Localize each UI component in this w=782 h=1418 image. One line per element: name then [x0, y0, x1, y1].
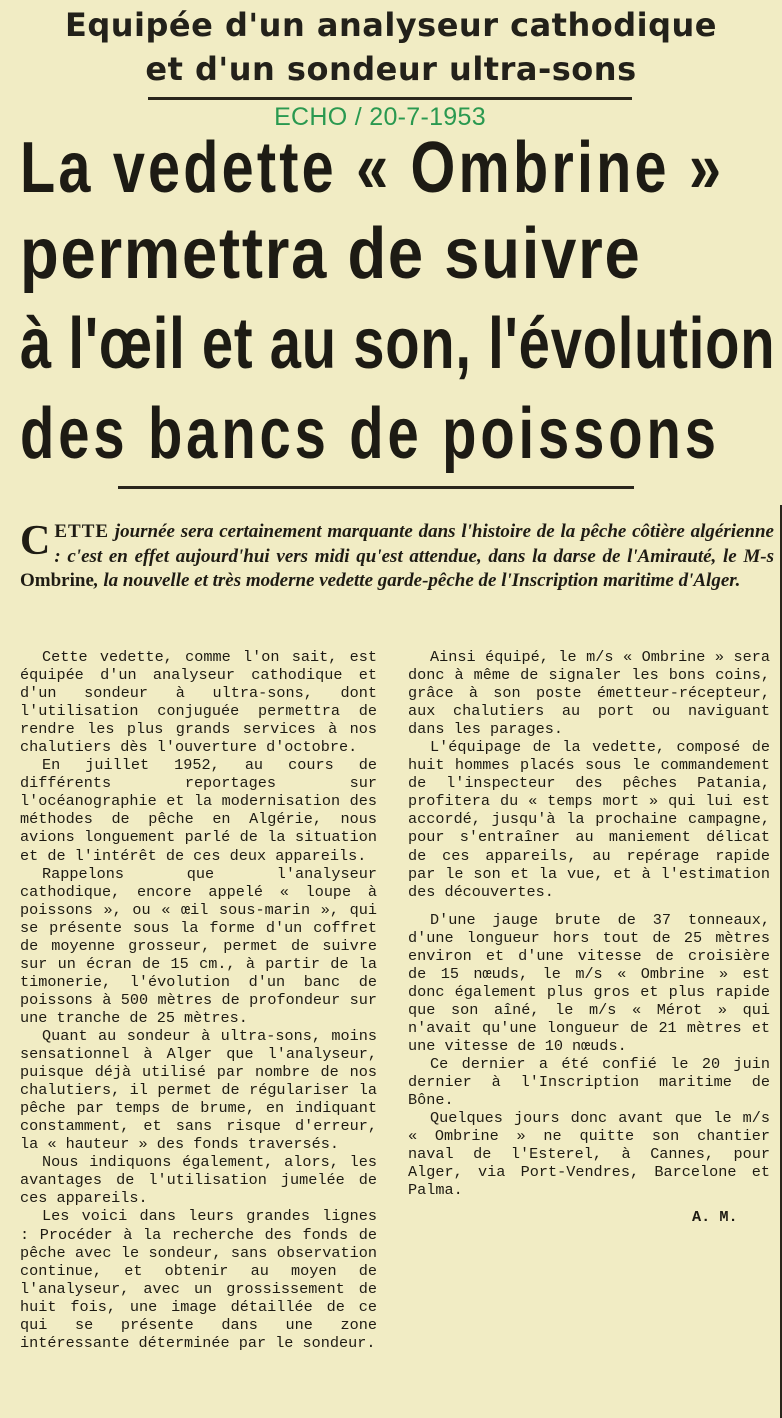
article-column-2	[408, 648, 770, 1199]
col2-paragraph-3: D'une jauge brute de 37 tonneaux, d'une longueur hors tout de 25 mètres environ et d'une vitesse de croisière de 15 nœuds, le m/s « Ombrine » est donc également plus gros et plus rapide que son aîné, le m/s « Mérot » qui n'avait qu'une longueur de 21 mètres et une vitesse de 10 nœuds.	[408, 910, 770, 1055]
col2-paragraph-4: Ce dernier a été confié le 20 juin dernier à l'Inscription maritime de Bône.	[408, 1055, 770, 1110]
col1-paragraph-6: Les voici dans leurs grandes lignes : Procéder à la recherche des fonds de pêche avec le sondeur, sans observation continue, et obtenir au moyen de l'analyseur, avec un grossissement de huit fois, une image détaillée de ce qui se présente dans une zone intéressante déterminée par le sondeur.	[20, 1207, 377, 1352]
headline-rule	[118, 486, 634, 489]
col2-paragraph-2: L'équipage de la vedette, composé de huit hommes placés sous le commandement de l'inspecteur des pêches Patania, profitera du « temps mort » qui lui est accordé, jusqu'à la prochaine campagne, pour s'entraîner au maniement délicat de ces appareils, au repérage rapide par le son et la vue, et à l'estimation des découvertes.	[408, 738, 770, 901]
lead-ship-name: Ombrine	[20, 570, 94, 591]
col1-paragraph-3: Rappelons que l'analyseur cathodique, encore appelé « loupe à poissons », ou « œil sous-marin », qui se présente sous la forme d'un coffret de moyenne grosseur, permet de suivre sur un écran de 15 cm., à partir de la timonerie, l'évolution d'un banc de poissons à 500 mètres de profondeur sur une tranche de 25 mètres.	[20, 864, 377, 1027]
col1-paragraph-4: Quant au sondeur à ultra-sons, moins sensationnel à Alger que l'analyseur, puisque déjà utilisé par nombre de nos chalutiers, il permet de régulariser la pêche par temps de brume, en indiquant constamment, et sans risque d'erreur, la « hauteur » des fonds traversés.	[20, 1026, 377, 1154]
drop-cap: C	[20, 518, 51, 564]
top-rule	[148, 97, 632, 100]
source-stamp: ECHO / 20-7-1953	[274, 103, 486, 131]
lead-paragraph	[20, 520, 774, 594]
overline-line-1: Equipée d'un analyseur cathodique	[64, 6, 717, 44]
headline-line-4: des bancs de poissons	[20, 394, 720, 474]
col2-paragraph-5: Quelques jours donc avant que le m/s « Ombrine » ne quitte son chantier naval de l'Esterel, à Cannes, pour Alger, via Port-Vendres, Barcelone et Palma.	[408, 1109, 770, 1200]
overline-line-2: et d'un sondeur ultra-sons	[145, 50, 637, 88]
lead-text-end: , la nouvelle et très moderne vedette garde-pêche de l'Inscription maritime d'Alger.	[93, 570, 741, 591]
article-column-1	[20, 648, 377, 1352]
lead-text: journée sera certainement marquante dans l'histoire de la pêche côtière algérienne : c'est en effet aujourd'hui vers midi qu'est attendue, dans la darse de l'Amirauté, le M-s	[54, 521, 774, 567]
headline-line-3: à l'œil et au son, l'évolution	[20, 304, 776, 384]
col1-paragraph-1: Cette vedette, comme l'on sait, est équipée d'un analyseur cathodique et d'un sondeur à ultra-sons, dont l'utilisation conjuguée permettra de rendre les plus grands services à nos chalutiers dès l'ouverture d'octobre.	[20, 648, 377, 757]
col1-paragraph-5: Nous indiquons également, alors, les avantages de l'utilisation jumelée de ces appareils.	[20, 1153, 377, 1208]
author-signature: A. M.	[692, 1208, 738, 1226]
col2-paragraph-1: Ainsi équipé, le m/s « Ombrine » sera donc à même de signaler les bons coins, grâce à son poste émetteur-récepteur, aux chalutiers au port ou naviguant dans les parages.	[408, 648, 770, 739]
col1-paragraph-2: En juillet 1952, au cours de différents reportages sur l'océanographie et la modernisation des méthodes de pêche en Algérie, nous avions longuement parlé de la situation et de l'intérêt de ces deux appareils.	[20, 756, 377, 865]
headline-line-2: permettra de suivre	[20, 214, 642, 294]
headline-line-1: La vedette « Ombrine »	[20, 128, 725, 208]
lead-first-word: ETTE	[54, 521, 110, 542]
